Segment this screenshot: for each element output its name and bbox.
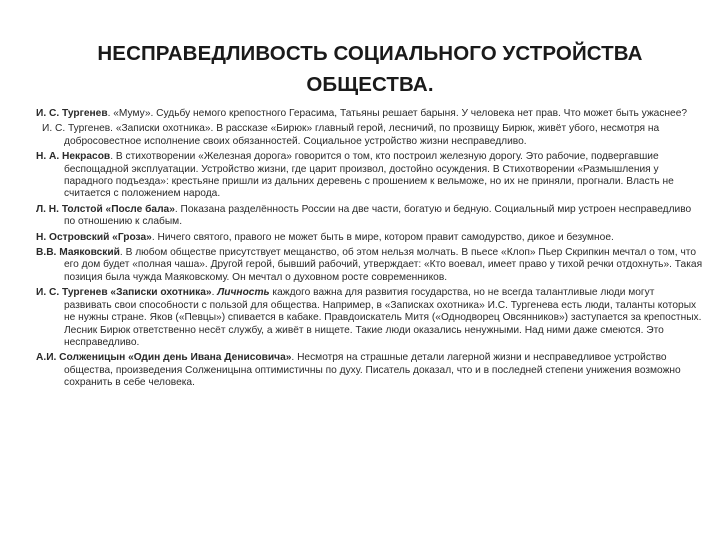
paragraph-text-continued: каждого важна для развития государства, но не всегда талантливые люди могут развивать свои способности с пользой для общества. Например, в «Записках охотника» И.С. Тургенева есть люди, таланты которых не нужны стране. Яков («Певцы») спивается в кабаке. Правдоискатель Митя («Однодворец Овсянников») заступается за крепостных. Лесник Бирюк ответственно несёт службу, а живёт в нищете. Такие люди оказались ненужными. Над ними даже смеются. Это несправедливо.	[64, 287, 702, 348]
emphasis-text: Личность	[217, 287, 270, 299]
paragraph-text: . Несмотря на страшные детали лагерной жизни и несправедливое устройство общества, произведения Солженицына оптимистичны по духу. Писатель доказал, что и в последней степени унижения возможно сохранить в себе человека.	[64, 352, 681, 389]
paragraph-solzhenitsyn	[36, 352, 704, 389]
paragraph-turgenev-zapiski	[36, 287, 704, 349]
paragraph-text: . Ничего святого, правого не может быть в мире, котором правит самодурство, дикое и безумное.	[151, 231, 614, 243]
author-name: Н. А. Некрасов	[36, 151, 111, 163]
page-title	[40, 38, 700, 100]
paragraph-text: И. С. Тургенев. «Записки охотника». В рассказе «Бирюк» главный герой, лесничий, по прозвищу Бирюк, живёт убого, несмотря на добросовестное исполнение своих обязанностей. Социальное устройство жизни несправедливо.	[42, 123, 660, 147]
title-line-1: НЕСПРАВЕДЛИВОСТЬ СОЦИАЛЬНОГО УСТРОЙСТВА	[97, 42, 643, 65]
paragraph-mayakovsky	[36, 247, 704, 284]
paragraph-text: . В стихотворении «Железная дорога» говорится о том, кто построил железную дорогу. Это рабочие, подвергавшие беспощадной эксплуатации. Устройство жизни, где царит произвол, достойно осуждения. В Стихотворении «Размышления у парадного подъезда»: крестьяне пришли из дальних деревень с прошением к вельможе, но их не приняли, прогнали. Власть не считается с положением народа.	[64, 151, 674, 200]
paragraph-turgenev-mumu	[36, 108, 704, 120]
author-name: Л. Н. Толстой «После бала»	[36, 203, 175, 215]
author-name: И. С. Тургенев	[36, 108, 108, 119]
author-name: В.В. Маяковский	[36, 247, 120, 259]
paragraph-text: .	[211, 287, 218, 299]
paragraph-text: . В любом обществе присутствует мещанство, об этом нельзя молчать. В пьесе «Клоп» Пьер Скрипкин мечтал о том, что его дом будет «полная чаша». Другой герой, бывший рабочий, утверждает: «Кто воевал, имеет право у тихой речки отдохнуть». Такая позиция была чужда Маяковскому. Он мечтал о духовном росте современников.	[64, 247, 703, 283]
text-body	[36, 108, 704, 393]
paragraph-turgenev-biryuk	[36, 123, 704, 148]
author-name: А.И. Солженицын «Один день Ивана Денисовича»	[36, 352, 292, 364]
paragraph-text: . «Муму». Судьбу немого крепостного Герасима, Татьяны решает барыня. У человека нет прав. Что может быть ужаснее?	[107, 108, 688, 119]
paragraph-nekrasov	[36, 151, 704, 201]
paragraph-ostrovsky	[36, 232, 704, 244]
paragraph-text: . Показана разделённость России на две части, богатую и бедную. Социальный мир устроен несправедливо по отношению к слабым.	[64, 203, 692, 228]
title-line-2: ОБЩЕСТВА.	[306, 73, 434, 96]
author-name: И. С. Тургенев «Записки охотника»	[36, 287, 212, 299]
author-name: Н. Островский «Гроза»	[36, 231, 152, 243]
paragraph-tolstoy	[36, 204, 704, 229]
